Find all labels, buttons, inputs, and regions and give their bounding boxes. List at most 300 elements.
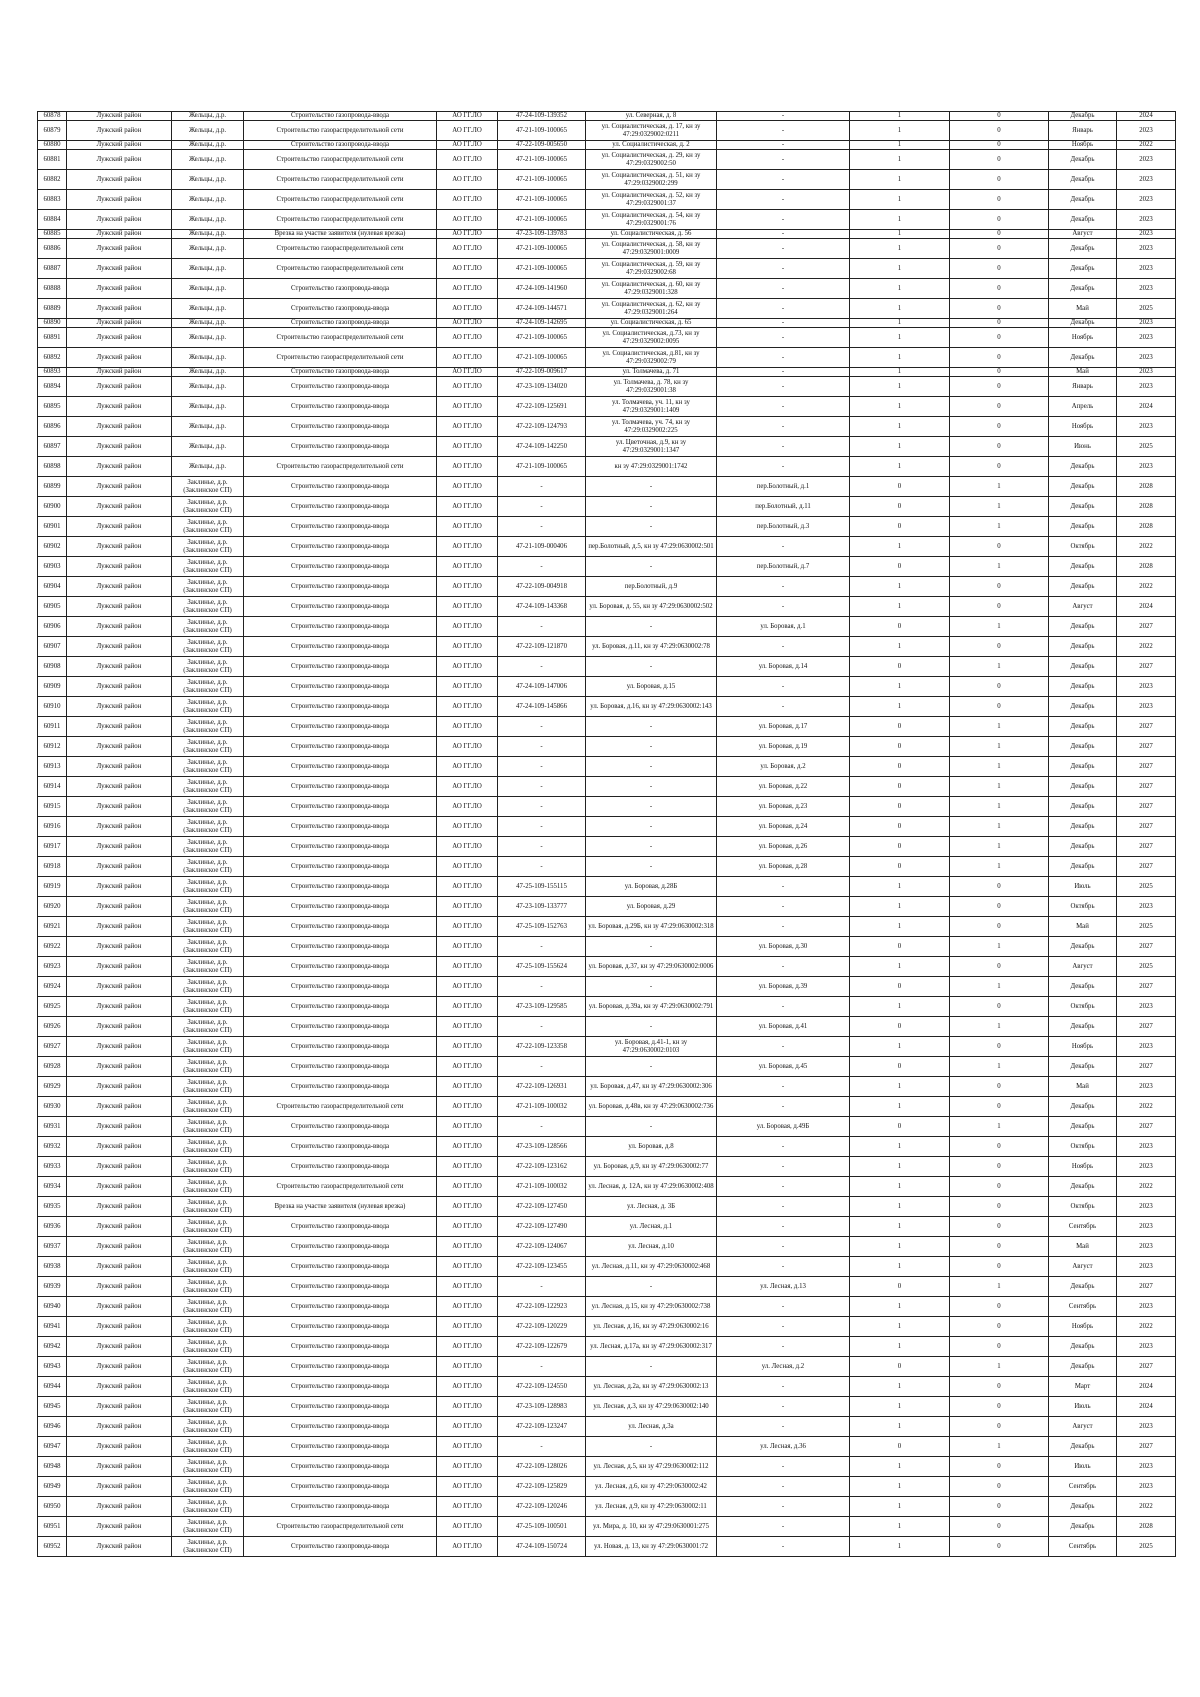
- year-cell: 2027: [1117, 657, 1176, 677]
- address-cell: ул. Лесная, д.9, кн зу 47:29:0630002:11: [586, 1497, 717, 1517]
- work-type-cell: Строительство газопровода-ввода: [244, 1277, 437, 1297]
- planned-address-cell: -: [717, 877, 850, 897]
- count-b-cell: 0: [950, 279, 1049, 299]
- table-row: [38, 112, 1176, 121]
- count-b-cell: 0: [950, 121, 1049, 141]
- table-row: [38, 737, 1176, 757]
- district-cell: Лужский район: [67, 239, 172, 259]
- table-row: [38, 677, 1176, 697]
- organization-cell: АО ГГ.ЛО: [437, 977, 498, 997]
- address-cell: -: [586, 817, 717, 837]
- count-a-cell: 0: [850, 617, 950, 637]
- planned-address-cell: ул. Боровая, д.26: [717, 837, 850, 857]
- table-row: [38, 757, 1176, 777]
- organization-cell: АО ГГ.ЛО: [437, 1397, 498, 1417]
- locality-cell: Заклинье, д.р. (Заклинское СП): [172, 1497, 244, 1517]
- planned-address-cell: -: [717, 1477, 850, 1497]
- district-cell: Лужский район: [67, 112, 172, 121]
- work-type-cell: Строительство газопровода-ввода: [244, 141, 437, 150]
- year-cell: 2023: [1117, 1077, 1176, 1097]
- locality-cell: Заклинье, д.р. (Заклинское СП): [172, 857, 244, 877]
- table-row: [38, 1257, 1176, 1277]
- planned-address-cell: -: [717, 348, 850, 368]
- planned-address-cell: -: [717, 230, 850, 239]
- row-number-cell: 60941: [38, 1317, 67, 1337]
- row-number-cell: 60950: [38, 1497, 67, 1517]
- district-cell: Лужский район: [67, 1097, 172, 1117]
- planned-address-cell: ул. Лесная, д.2: [717, 1357, 850, 1377]
- district-cell: Лужский район: [67, 957, 172, 977]
- planned-address-cell: ул. Боровая, д.24: [717, 817, 850, 837]
- district-cell: Лужский район: [67, 1357, 172, 1377]
- planned-address-cell: -: [717, 597, 850, 617]
- count-b-cell: 0: [950, 577, 1049, 597]
- row-number-cell: 60878: [38, 112, 67, 121]
- contract-number-cell: 47-25-109-155624: [498, 957, 586, 977]
- planned-address-cell: -: [717, 1217, 850, 1237]
- work-type-cell: Строительство газопровода-ввода: [244, 737, 437, 757]
- work-type-cell: Строительство газопровода-ввода: [244, 1017, 437, 1037]
- work-type-cell: Строительство газопровода-ввода: [244, 1257, 437, 1277]
- count-b-cell: 0: [950, 1537, 1049, 1557]
- count-a-cell: 1: [850, 259, 950, 279]
- organization-cell: АО ГГ.ЛО: [437, 457, 498, 477]
- locality-cell: Заклинье, д.р. (Заклинское СП): [172, 1237, 244, 1257]
- planned-address-cell: -: [717, 1077, 850, 1097]
- work-type-cell: Строительство газопровода-ввода: [244, 897, 437, 917]
- district-cell: Лужский район: [67, 497, 172, 517]
- district-cell: Лужский район: [67, 977, 172, 997]
- organization-cell: АО ГГ.ЛО: [437, 1097, 498, 1117]
- work-type-cell: Строительство газопровода-ввода: [244, 677, 437, 697]
- work-type-cell: Строительство газопровода-ввода: [244, 1137, 437, 1157]
- month-cell: Декабрь: [1049, 797, 1117, 817]
- count-a-cell: 0: [850, 1057, 950, 1077]
- row-number-cell: 60881: [38, 150, 67, 170]
- address-cell: ул. Лесная, д.3а: [586, 1417, 717, 1437]
- locality-cell: Заклинье, д.р. (Заклинское СП): [172, 737, 244, 757]
- month-cell: Май: [1049, 917, 1117, 937]
- month-cell: Декабрь: [1049, 112, 1117, 121]
- table-row: [38, 1277, 1176, 1297]
- count-b-cell: 1: [950, 1117, 1049, 1137]
- month-cell: Декабрь: [1049, 937, 1117, 957]
- organization-cell: АО ГГ.ЛО: [437, 1457, 498, 1477]
- planned-address-cell: ул. Боровая, д.41: [717, 1017, 850, 1037]
- district-cell: Лужский район: [67, 1017, 172, 1037]
- locality-cell: Заклинье, д.р. (Заклинское СП): [172, 1137, 244, 1157]
- district-cell: Лужский район: [67, 299, 172, 319]
- row-number-cell: 60884: [38, 210, 67, 230]
- organization-cell: АО ГГ.ЛО: [437, 112, 498, 121]
- address-cell: -: [586, 737, 717, 757]
- address-cell: ул. Боровая, д.29Б, кн зу 47:29:0630002:318: [586, 917, 717, 937]
- table-row: [38, 1357, 1176, 1377]
- contract-number-cell: 47-21-109-100065: [498, 239, 586, 259]
- row-number-cell: 60938: [38, 1257, 67, 1277]
- row-number-cell: 60886: [38, 239, 67, 259]
- work-type-cell: Строительство газопровода-ввода: [244, 977, 437, 997]
- row-number-cell: 60932: [38, 1137, 67, 1157]
- table-row: [38, 997, 1176, 1017]
- organization-cell: АО ГГ.ЛО: [437, 141, 498, 150]
- address-cell: -: [586, 797, 717, 817]
- table-row: [38, 328, 1176, 348]
- locality-cell: Заклинье, д.р. (Заклинское СП): [172, 1397, 244, 1417]
- month-cell: Май: [1049, 1077, 1117, 1097]
- contract-number-cell: -: [498, 1117, 586, 1137]
- row-number-cell: 60903: [38, 557, 67, 577]
- month-cell: Январь: [1049, 121, 1117, 141]
- year-cell: 2023: [1117, 1297, 1176, 1317]
- address-cell: ул. Социалистическая, д. 17, кн зу 47:29:0329002:0211: [586, 121, 717, 141]
- count-b-cell: 0: [950, 1177, 1049, 1197]
- table-row: [38, 977, 1176, 997]
- organization-cell: АО ГГ.ЛО: [437, 477, 498, 497]
- address-cell: -: [586, 1117, 717, 1137]
- work-type-cell: Строительство газопровода-ввода: [244, 857, 437, 877]
- district-cell: Лужский район: [67, 1317, 172, 1337]
- district-cell: Лужский район: [67, 1537, 172, 1557]
- contract-number-cell: -: [498, 757, 586, 777]
- row-number-cell: 60922: [38, 937, 67, 957]
- contract-number-cell: -: [498, 1277, 586, 1297]
- month-cell: Декабрь: [1049, 210, 1117, 230]
- organization-cell: АО ГГ.ЛО: [437, 368, 498, 377]
- district-cell: Лужский район: [67, 1477, 172, 1497]
- organization-cell: АО ГГ.ЛО: [437, 1497, 498, 1517]
- work-type-cell: Строительство газопровода-ввода: [244, 617, 437, 637]
- planned-address-cell: -: [717, 1517, 850, 1537]
- work-type-cell: Строительство газопровода-ввода: [244, 1117, 437, 1137]
- year-cell: 2023: [1117, 259, 1176, 279]
- table-row: [38, 279, 1176, 299]
- month-cell: Декабрь: [1049, 677, 1117, 697]
- address-cell: ул. Социалистическая, д. 60, кн зу 47:29:0329001:328: [586, 279, 717, 299]
- count-a-cell: 1: [850, 319, 950, 328]
- organization-cell: АО ГГ.ЛО: [437, 1537, 498, 1557]
- address-cell: ул. Социалистическая, д. 65: [586, 319, 717, 328]
- contract-number-cell: 47-21-109-100065: [498, 210, 586, 230]
- count-b-cell: 1: [950, 717, 1049, 737]
- contract-number-cell: -: [498, 1357, 586, 1377]
- count-b-cell: 0: [950, 437, 1049, 457]
- count-b-cell: 0: [950, 1317, 1049, 1337]
- row-number-cell: 60894: [38, 377, 67, 397]
- work-type-cell: Строительство газопровода-ввода: [244, 299, 437, 319]
- contract-number-cell: 47-24-109-144571: [498, 299, 586, 319]
- work-type-cell: Строительство газопровода-ввода: [244, 637, 437, 657]
- month-cell: Декабрь: [1049, 1177, 1117, 1197]
- district-cell: Лужский район: [67, 1437, 172, 1457]
- locality-cell: Заклинье, д.р. (Заклинское СП): [172, 697, 244, 717]
- contract-number-cell: 47-21-109-000406: [498, 537, 586, 557]
- row-number-cell: 60936: [38, 1217, 67, 1237]
- count-a-cell: 0: [850, 737, 950, 757]
- contract-number-cell: -: [498, 1057, 586, 1077]
- count-a-cell: 1: [850, 1457, 950, 1477]
- count-a-cell: 1: [850, 1377, 950, 1397]
- row-number-cell: 60944: [38, 1377, 67, 1397]
- district-cell: Лужский район: [67, 577, 172, 597]
- table-row: [38, 397, 1176, 417]
- table-row: [38, 437, 1176, 457]
- month-cell: Июль: [1049, 877, 1117, 897]
- count-b-cell: 1: [950, 557, 1049, 577]
- year-cell: 2025: [1117, 299, 1176, 319]
- table-row: [38, 477, 1176, 497]
- address-cell: ул. Лесная, д.1: [586, 1217, 717, 1237]
- month-cell: Декабрь: [1049, 717, 1117, 737]
- month-cell: Ноябрь: [1049, 1037, 1117, 1057]
- row-number-cell: 60952: [38, 1537, 67, 1557]
- table-row: [38, 1397, 1176, 1417]
- count-a-cell: 1: [850, 917, 950, 937]
- count-a-cell: 1: [850, 377, 950, 397]
- row-number-cell: 60946: [38, 1417, 67, 1437]
- table-row: [38, 1117, 1176, 1137]
- count-b-cell: 0: [950, 190, 1049, 210]
- organization-cell: АО ГГ.ЛО: [437, 279, 498, 299]
- table-row: [38, 837, 1176, 857]
- planned-address-cell: -: [717, 897, 850, 917]
- organization-cell: АО ГГ.ЛО: [437, 1257, 498, 1277]
- count-b-cell: 1: [950, 1357, 1049, 1377]
- locality-cell: Жельцы, д.р.: [172, 377, 244, 397]
- table-row: [38, 1517, 1176, 1537]
- count-b-cell: 0: [950, 1457, 1049, 1477]
- contract-number-cell: 47-24-109-145866: [498, 697, 586, 717]
- locality-cell: Заклинье, д.р. (Заклинское СП): [172, 677, 244, 697]
- work-type-cell: Строительство газораспределительной сети: [244, 190, 437, 210]
- organization-cell: АО ГГ.ЛО: [437, 1177, 498, 1197]
- planned-address-cell: -: [717, 279, 850, 299]
- address-cell: ул. Боровая, д.16, кн зу 47:29:0630002:143: [586, 697, 717, 717]
- work-type-cell: Строительство газопровода-ввода: [244, 497, 437, 517]
- table-row: [38, 1477, 1176, 1497]
- count-b-cell: 0: [950, 112, 1049, 121]
- organization-cell: АО ГГ.ЛО: [437, 1217, 498, 1237]
- table-row: [38, 121, 1176, 141]
- contract-number-cell: 47-22-109-123162: [498, 1157, 586, 1177]
- year-cell: 2027: [1117, 977, 1176, 997]
- row-number-cell: 60902: [38, 537, 67, 557]
- organization-cell: АО ГГ.ЛО: [437, 597, 498, 617]
- organization-cell: АО ГГ.ЛО: [437, 1277, 498, 1297]
- work-type-cell: Строительство газопровода-ввода: [244, 1237, 437, 1257]
- month-cell: Декабрь: [1049, 348, 1117, 368]
- count-a-cell: 1: [850, 437, 950, 457]
- work-type-cell: Строительство газопровода-ввода: [244, 319, 437, 328]
- count-a-cell: 1: [850, 121, 950, 141]
- month-cell: Август: [1049, 1257, 1117, 1277]
- count-a-cell: 1: [850, 1537, 950, 1557]
- count-a-cell: 1: [850, 1477, 950, 1497]
- year-cell: 2023: [1117, 1257, 1176, 1277]
- year-cell: 2025: [1117, 957, 1176, 977]
- count-a-cell: 0: [850, 1277, 950, 1297]
- district-cell: Лужский район: [67, 797, 172, 817]
- year-cell: 2027: [1117, 617, 1176, 637]
- work-type-cell: Строительство газопровода-ввода: [244, 777, 437, 797]
- address-cell: ул. Социалистическая, д.73, кн зу 47:29:0329002:0095: [586, 328, 717, 348]
- document-page: [37, 111, 1175, 1557]
- month-cell: Сентябрь: [1049, 1297, 1117, 1317]
- planned-address-cell: -: [717, 121, 850, 141]
- count-a-cell: 1: [850, 328, 950, 348]
- count-a-cell: 0: [850, 757, 950, 777]
- count-b-cell: 0: [950, 299, 1049, 319]
- count-b-cell: 0: [950, 1217, 1049, 1237]
- contract-number-cell: -: [498, 797, 586, 817]
- count-b-cell: 0: [950, 1477, 1049, 1497]
- organization-cell: АО ГГ.ЛО: [437, 437, 498, 457]
- work-type-cell: Строительство газопровода-ввода: [244, 368, 437, 377]
- address-cell: -: [586, 937, 717, 957]
- contract-number-cell: -: [498, 937, 586, 957]
- planned-address-cell: -: [717, 957, 850, 977]
- locality-cell: Жельцы, д.р.: [172, 328, 244, 348]
- month-cell: Май: [1049, 299, 1117, 319]
- work-type-cell: Строительство газопровода-ввода: [244, 1477, 437, 1497]
- district-cell: Лужский район: [67, 997, 172, 1017]
- month-cell: Сентябрь: [1049, 1217, 1117, 1237]
- organization-cell: АО ГГ.ЛО: [437, 877, 498, 897]
- contract-number-cell: 47-24-109-143368: [498, 597, 586, 617]
- month-cell: Январь: [1049, 377, 1117, 397]
- table-row: [38, 417, 1176, 437]
- planned-address-cell: ул. Боровая, д.14: [717, 657, 850, 677]
- count-a-cell: 0: [850, 817, 950, 837]
- work-type-cell: Строительство газопровода-ввода: [244, 1317, 437, 1337]
- month-cell: Октябрь: [1049, 1137, 1117, 1157]
- table-row: [38, 170, 1176, 190]
- locality-cell: Заклинье, д.р. (Заклинское СП): [172, 717, 244, 737]
- table-row: [38, 377, 1176, 397]
- count-a-cell: 1: [850, 1197, 950, 1217]
- work-type-cell: Строительство газопровода-ввода: [244, 1077, 437, 1097]
- district-cell: Лужский район: [67, 717, 172, 737]
- count-b-cell: 0: [950, 1037, 1049, 1057]
- count-a-cell: 1: [850, 1237, 950, 1257]
- month-cell: Май: [1049, 1237, 1117, 1257]
- address-cell: -: [586, 1017, 717, 1037]
- table-row: [38, 210, 1176, 230]
- locality-cell: Заклинье, д.р. (Заклинское СП): [172, 1417, 244, 1437]
- count-b-cell: 0: [950, 348, 1049, 368]
- row-number-cell: 60901: [38, 517, 67, 537]
- contract-number-cell: 47-22-109-127450: [498, 1197, 586, 1217]
- row-number-cell: 60947: [38, 1437, 67, 1457]
- contract-number-cell: 47-22-109-124067: [498, 1237, 586, 1257]
- table-row: [38, 617, 1176, 637]
- address-cell: ул. Лесная, д. 12А, кн зу 47:29:0630002:408: [586, 1177, 717, 1197]
- district-cell: Лужский район: [67, 1277, 172, 1297]
- year-cell: 2023: [1117, 1037, 1176, 1057]
- work-type-cell: Строительство газопровода-ввода: [244, 837, 437, 857]
- district-cell: Лужский район: [67, 1397, 172, 1417]
- count-a-cell: 1: [850, 150, 950, 170]
- count-a-cell: 1: [850, 1497, 950, 1517]
- district-cell: Лужский район: [67, 1297, 172, 1317]
- district-cell: Лужский район: [67, 477, 172, 497]
- count-b-cell: 1: [950, 1277, 1049, 1297]
- year-cell: 2022: [1117, 1177, 1176, 1197]
- address-cell: ул. Лесная, д.17а, кн зу 47:29:0630002:317: [586, 1337, 717, 1357]
- year-cell: 2023: [1117, 1337, 1176, 1357]
- year-cell: 2023: [1117, 697, 1176, 717]
- organization-cell: АО ГГ.ЛО: [437, 1337, 498, 1357]
- district-cell: Лужский район: [67, 121, 172, 141]
- district-cell: Лужский район: [67, 437, 172, 457]
- month-cell: Апрель: [1049, 397, 1117, 417]
- count-b-cell: 1: [950, 797, 1049, 817]
- count-a-cell: 1: [850, 697, 950, 717]
- count-b-cell: 0: [950, 1097, 1049, 1117]
- address-cell: ул. Лесная, д.2а, кн зу 47:29:0630002:13: [586, 1377, 717, 1397]
- count-b-cell: 1: [950, 477, 1049, 497]
- row-number-cell: 60933: [38, 1157, 67, 1177]
- contract-number-cell: 47-23-109-129585: [498, 997, 586, 1017]
- year-cell: 2022: [1117, 537, 1176, 557]
- row-number-cell: 60939: [38, 1277, 67, 1297]
- locality-cell: Заклинье, д.р. (Заклинское СП): [172, 617, 244, 637]
- month-cell: Декабрь: [1049, 737, 1117, 757]
- organization-cell: АО ГГ.ЛО: [437, 1437, 498, 1457]
- count-a-cell: 1: [850, 637, 950, 657]
- row-number-cell: 60912: [38, 737, 67, 757]
- address-cell: -: [586, 857, 717, 877]
- table-row: [38, 497, 1176, 517]
- planned-address-cell: -: [717, 1177, 850, 1197]
- year-cell: 2023: [1117, 897, 1176, 917]
- count-a-cell: 0: [850, 977, 950, 997]
- address-cell: ул. Социалистическая, д. 52, кн зу 47:29:0329001:37: [586, 190, 717, 210]
- work-type-cell: Строительство газопровода-ввода: [244, 279, 437, 299]
- planned-address-cell: -: [717, 1037, 850, 1057]
- contract-number-cell: 47-22-109-123247: [498, 1417, 586, 1437]
- locality-cell: Заклинье, д.р. (Заклинское СП): [172, 597, 244, 617]
- organization-cell: АО ГГ.ЛО: [437, 170, 498, 190]
- count-b-cell: 0: [950, 150, 1049, 170]
- count-b-cell: 1: [950, 1057, 1049, 1077]
- table-row: [38, 917, 1176, 937]
- work-type-cell: Врезка на участке заявителя (нулевая врезка): [244, 230, 437, 239]
- row-number-cell: 60945: [38, 1397, 67, 1417]
- organization-cell: АО ГГ.ЛО: [437, 897, 498, 917]
- organization-cell: АО ГГ.ЛО: [437, 677, 498, 697]
- address-cell: ул. Боровая, д.28Б: [586, 877, 717, 897]
- count-b-cell: 0: [950, 597, 1049, 617]
- month-cell: Декабрь: [1049, 190, 1117, 210]
- year-cell: 2023: [1117, 677, 1176, 697]
- table-row: [38, 897, 1176, 917]
- contract-number-cell: 47-23-109-128983: [498, 1397, 586, 1417]
- count-b-cell: 1: [950, 737, 1049, 757]
- month-cell: Декабрь: [1049, 170, 1117, 190]
- planned-address-cell: ул. Лесная, д.13: [717, 1277, 850, 1297]
- locality-cell: Заклинье, д.р. (Заклинское СП): [172, 1297, 244, 1317]
- table-row: [38, 299, 1176, 319]
- row-number-cell: 60918: [38, 857, 67, 877]
- work-type-cell: Строительство газораспределительной сети: [244, 457, 437, 477]
- work-type-cell: Строительство газораспределительной сети: [244, 1177, 437, 1197]
- contract-number-cell: 47-23-109-134020: [498, 377, 586, 397]
- planned-address-cell: пер.Болотный, д.11: [717, 497, 850, 517]
- locality-cell: Жельцы, д.р.: [172, 150, 244, 170]
- month-cell: Декабрь: [1049, 477, 1117, 497]
- count-b-cell: 1: [950, 517, 1049, 537]
